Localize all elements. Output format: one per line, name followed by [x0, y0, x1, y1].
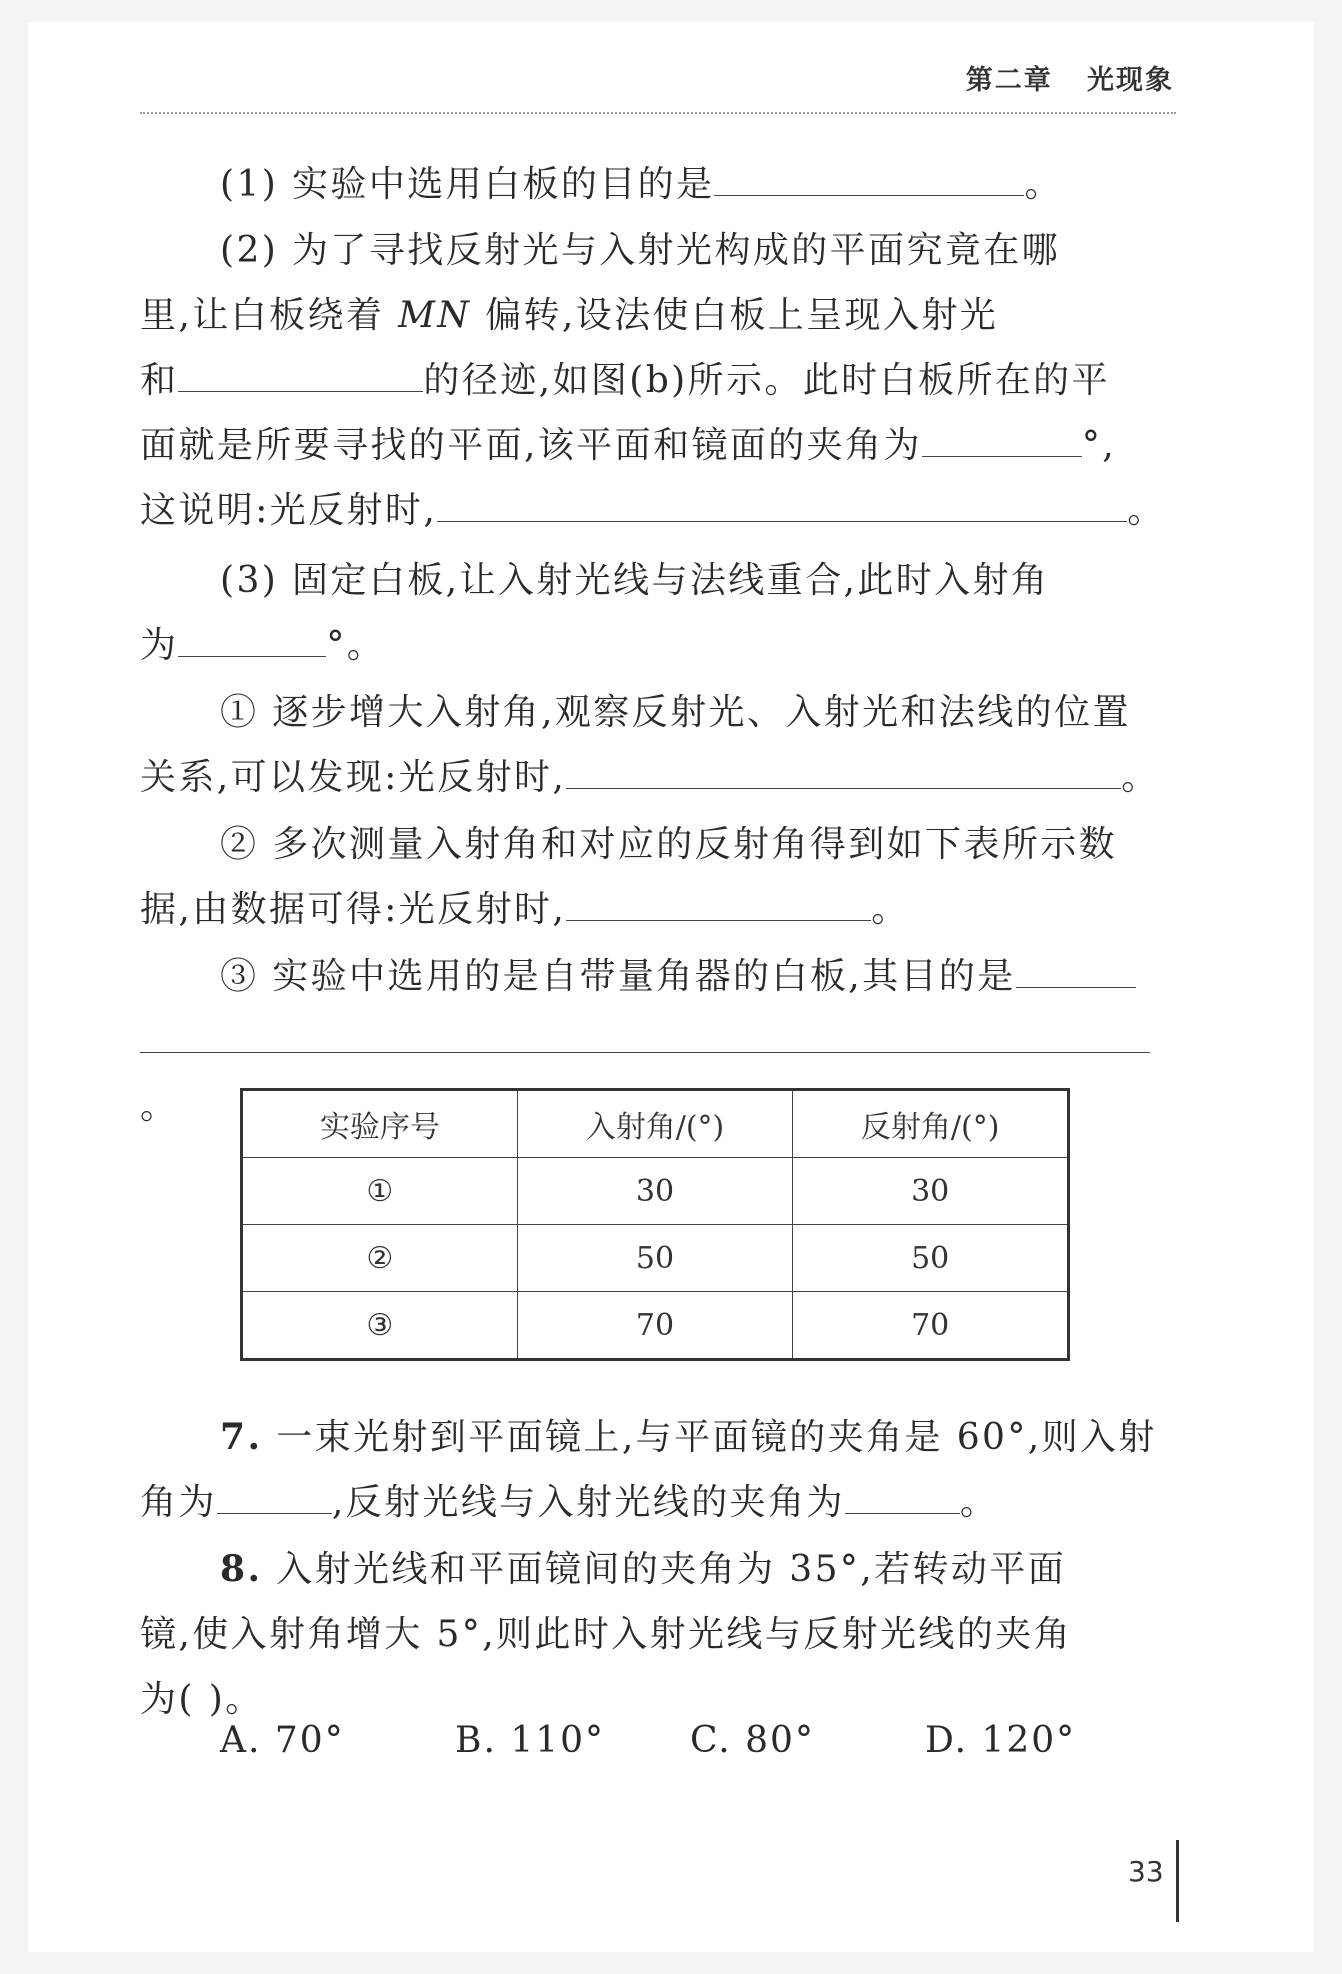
answer-blank[interactable]	[437, 481, 1127, 522]
q6-subpart3: ③ 实验中选用的是自带量角器的白板,其目的是 。	[140, 944, 1180, 1139]
option-a[interactable]: A. 70°	[220, 1720, 345, 1761]
data-table	[240, 1088, 1070, 1361]
q6-part2: (2) 为了寻找反射光与入射光构成的平面究竟在哪 里,让白板绕着 MN 偏转,设法使白板上呈现入射光 和 的径迹,如图(b)所示。此时白板所在的平 面就是所要寻找的平面,该平面和镜面的夹角为 °, 这说明:光反射时, 。	[140, 230, 1166, 531]
option-d[interactable]: D. 120°	[925, 1720, 1077, 1761]
chapter-number: 第二章	[965, 65, 1053, 96]
option-c[interactable]: C. 80°	[690, 1720, 815, 1761]
answer-blank[interactable]	[178, 351, 423, 392]
table-row: ③ 70 70	[242, 1292, 1069, 1360]
column-header: 入射角/(°)	[517, 1090, 793, 1158]
chapter-header	[966, 58, 1174, 97]
q6-part1: (1) 实验中选用白板的目的是 。	[140, 152, 1180, 217]
chapter-title: 光现象	[1087, 65, 1174, 96]
answer-blank[interactable]	[922, 416, 1082, 457]
column-header: 反射角/(°)	[793, 1090, 1069, 1158]
answer-blank[interactable]	[845, 1473, 960, 1514]
question-number: 7.	[220, 1416, 263, 1458]
question-number: 8.	[220, 1548, 263, 1590]
q6-part3: (3) 固定白板,让入射光线与法线重合,此时入射角 为 °。	[140, 560, 1050, 666]
q6-subpart1: ① 逐步增大入射角,观察反射光、入射光和法线的位置 关系,可以发现:光反射时, 。	[140, 692, 1160, 798]
table-row: ① 30 30	[242, 1158, 1069, 1225]
option-b[interactable]: B. 110°	[455, 1720, 606, 1761]
answer-blank[interactable]	[714, 155, 1024, 196]
table-header-row	[242, 1090, 1069, 1158]
answer-blank[interactable]	[566, 880, 871, 921]
question-7: 7. 一束光射到平面镜上,与平面镜的夹角是 60°,则入射 角为 ,反射光线与入射光线的夹角为 。	[140, 1416, 1157, 1523]
answer-blank[interactable]	[566, 748, 1121, 789]
page-edge-rule	[1176, 1840, 1179, 1922]
table-row: ② 50 50	[242, 1225, 1069, 1292]
answer-blank[interactable]	[217, 1473, 332, 1514]
answer-blank[interactable]	[178, 616, 326, 657]
answer-blank[interactable]	[1016, 947, 1136, 988]
answer-blank[interactable]	[140, 1012, 1150, 1053]
page-number: 33	[1128, 1855, 1164, 1888]
column-header: 实验序号	[242, 1090, 518, 1158]
question-8: 8. 入射光线和平面镜间的夹角为 35°,若转动平面 镜,使入射角增大 5°,则此时入射光线与反射光线的夹角 为( )。	[140, 1548, 1073, 1720]
header-divider	[140, 112, 1176, 114]
q6-subpart2: ② 多次测量入射角和对应的反射角得到如下表所示数 据,由数据可得:光反射时, 。	[140, 824, 1118, 930]
